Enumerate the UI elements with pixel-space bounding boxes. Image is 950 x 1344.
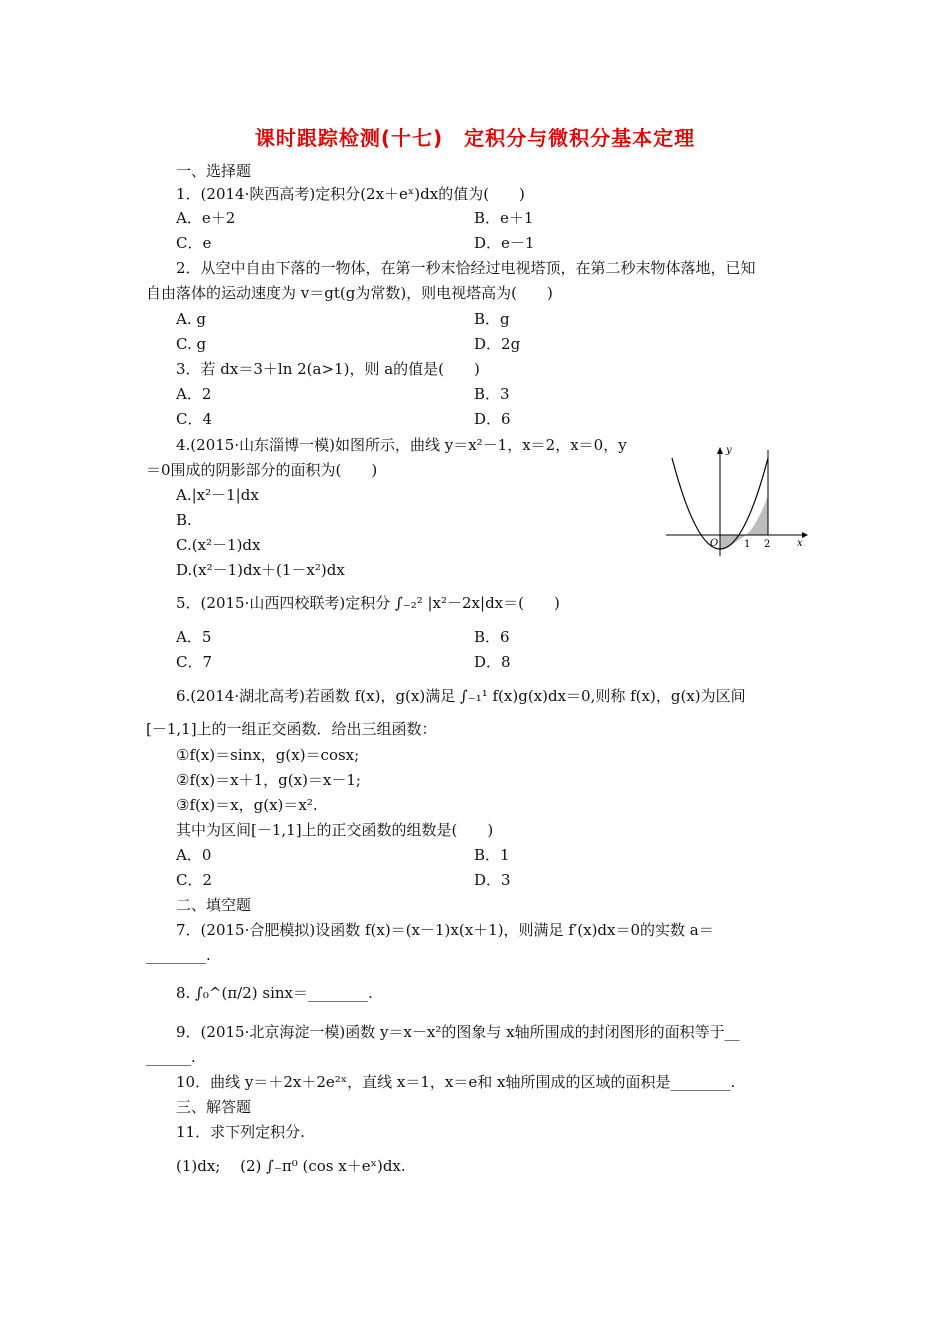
q1-option-d: D．e－1 xyxy=(474,234,535,252)
q3-option-b: B．3 xyxy=(474,385,510,403)
q2-stem-line1: 2．从空中自由下落的一物体，在第一秒末恰经过电视塔顶，在第二秒末物体落地，已知 xyxy=(176,259,756,277)
q6-choice-2: ②f(x)＝x＋1，g(x)＝x－1; xyxy=(176,771,361,789)
q6-option-b: B．1 xyxy=(474,846,510,864)
q2-stem-line2: 自由落体的运动速度为 v＝gt(g为常数)，则电视塔高为( ) xyxy=(146,284,553,302)
q6-stem-line2: [－1,1]上的一组正交函数．给出三组函数： xyxy=(146,720,437,738)
q11-stem: 11．求下列定积分. xyxy=(176,1123,305,1141)
q10: 10．曲线 y＝＋2x＋2e²ˣ，直线 x＝1，x＝e和 x轴所围成的区域的面积是________. xyxy=(176,1073,736,1091)
q5-option-a: A．5 xyxy=(176,628,212,646)
q5-option-d: D．8 xyxy=(474,653,511,671)
q6-choice-3: ③f(x)＝x，g(x)＝x². xyxy=(176,796,318,814)
origin-label: O xyxy=(710,538,719,549)
q6-stem-line3: 其中为区间[－1,1]上的正交函数的组数是( ) xyxy=(176,821,494,839)
q4-parabola-figure xyxy=(662,440,810,558)
q6-choice-1: ①f(x)＝sinx，g(x)＝cosx; xyxy=(176,746,360,764)
q3-option-c: C．4 xyxy=(176,410,213,428)
q7-line2: ________. xyxy=(146,946,211,964)
q9-line2: ______. xyxy=(146,1048,196,1066)
q7-line1: 7．(2015·合肥模拟)设函数 f(x)＝(x－1)x(x＋1)，则满足 f′(x)dx＝0的实数 a＝ xyxy=(176,921,714,939)
tick-label-1: 1 xyxy=(744,539,751,550)
q6-option-c: C．2 xyxy=(176,871,213,889)
x-axis-arrow xyxy=(802,532,808,538)
q5-option-b: B．6 xyxy=(474,628,510,646)
q3-option-d: D．6 xyxy=(474,410,511,428)
q3-option-a: A．2 xyxy=(176,385,212,403)
page-title: 课时跟踪检测(十七) 定积分与微积分基本定理 xyxy=(254,126,696,150)
y-axis-arrow xyxy=(717,447,723,454)
q5-option-c: C．7 xyxy=(176,653,213,671)
q8: 8. ∫₀^(π/2) sinx＝________. xyxy=(176,984,373,1002)
section-heading-solve: 三、解答题 xyxy=(176,1098,252,1116)
q1-stem: 1．(2014·陕西高考)定积分(2x＋eˣ)dx的值为( ) xyxy=(176,185,525,203)
q11-parts: (1)dx; (2) ∫₋π⁰ (cos x＋eˣ)dx. xyxy=(176,1157,406,1175)
q3-stem: 3．若 dx＝3＋ln 2(a>1)，则 a的值是( ) xyxy=(176,360,480,378)
x-axis-label: x xyxy=(797,538,803,549)
q4-stem-line1: 4.(2015·山东淄博一模)如图所示，曲线 y＝x²－1，x＝2，x＝0，y xyxy=(176,436,627,454)
q4-option-a: A.|x²－1|dx xyxy=(176,486,259,504)
q6-option-d: D．3 xyxy=(474,871,511,889)
q2-option-c: C. g xyxy=(176,335,207,353)
q4-stem-line2: ＝0围成的阴影部分的面积为( ) xyxy=(146,461,378,479)
q1-option-a: A．e＋2 xyxy=(176,209,236,227)
q5-stem: 5．(2015·山西四校联考)定积分 ∫₋₂² |x²－2x|dx＝( ) xyxy=(176,594,560,612)
q1-option-b: B．e＋1 xyxy=(474,209,534,227)
section-heading-choice: 一、选择题 xyxy=(176,162,252,180)
q4-option-b: B. xyxy=(176,511,192,529)
q4-option-c: C.(x²－1)dx xyxy=(176,536,261,554)
tick-label-2: 2 xyxy=(764,539,771,550)
q4-option-d: D.(x²－1)dx＋(1－x²)dx xyxy=(176,561,345,579)
q1-option-c: C．e xyxy=(176,234,212,252)
y-axis-label: y xyxy=(726,445,732,456)
section-heading-fill: 二、填空题 xyxy=(176,896,252,914)
q2-option-a: A. g xyxy=(176,310,206,328)
q9-line1: 9．(2015·北京海淀一模)函数 y＝x－x²的图象与 x轴所围成的封闭图形的面积等于__ xyxy=(176,1023,740,1041)
q2-option-b: B．g xyxy=(474,310,510,328)
q2-option-d: D．2g xyxy=(474,335,521,353)
q6-stem-line1: 6.(2014·湖北高考)若函数 f(x)，g(x)满足 ∫₋₁¹ f(x)g(x)dx＝0,则称 f(x)，g(x)为区间 xyxy=(176,687,746,705)
q6-option-a: A．0 xyxy=(176,846,212,864)
